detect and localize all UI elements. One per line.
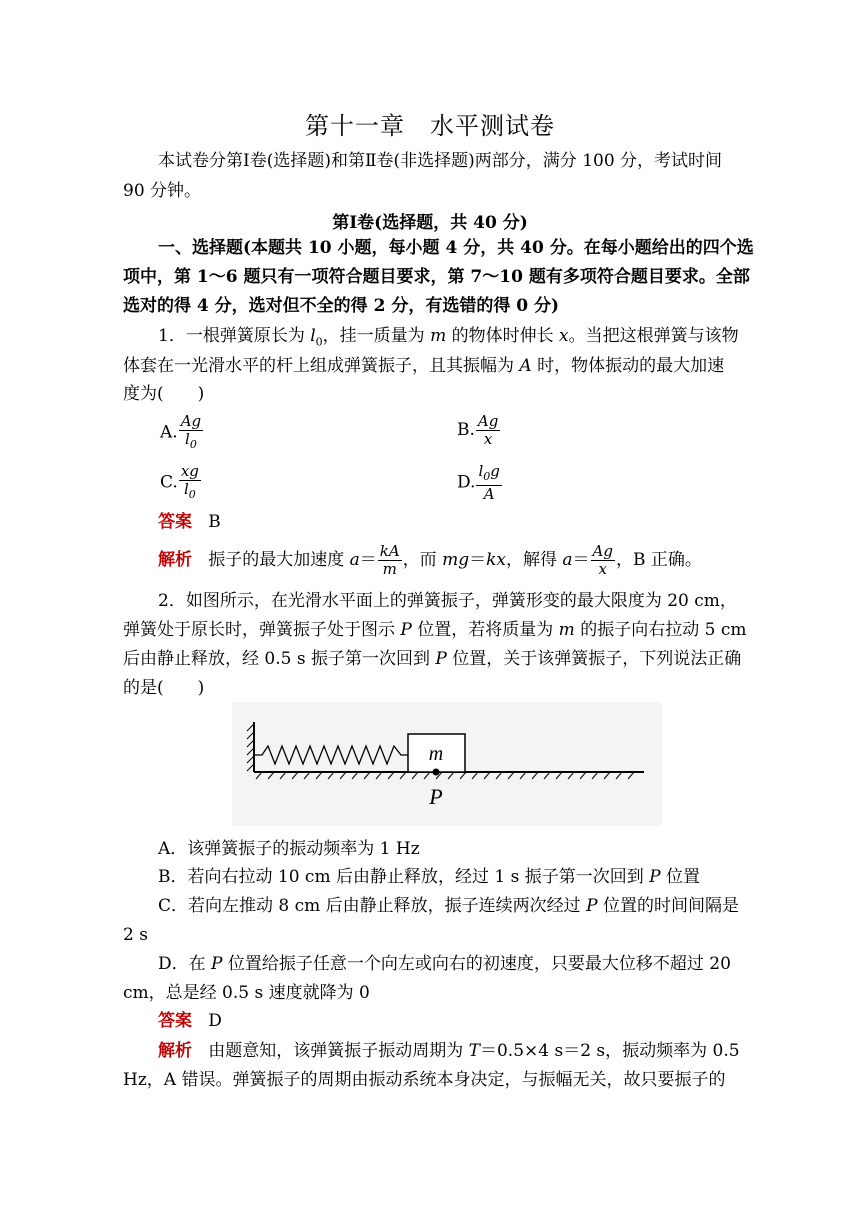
fraction: $\frac{Ag}{l_0}$	[180, 412, 202, 451]
q2-answer: 答案 D	[158, 1011, 222, 1031]
l0-denominator: $l_0$	[183, 480, 196, 501]
q2-analysis-line-2: Hz，A 错误。弹簧振子的周期由振动系统本身决定，与振幅无关，故只要振子的	[123, 1070, 726, 1090]
part1-line-3: 选对的得 4 分，选对但不全的得 2 分，有选错的得 0 分)	[123, 296, 560, 316]
spring-oscillator-figure	[232, 702, 662, 826]
q2-stem-line-4: 的是( )	[123, 678, 205, 698]
q2-option-b: B．若向右拉动 10 cm 后由静止释放，经过 1 s 振子第一次回到 P 位置	[158, 867, 700, 887]
q1-option-b: B. $\frac{Ag}{x}$	[457, 412, 499, 448]
q1-stem-line-2: 体套在一光滑水平的杆上组成弹簧振子，且其振幅为 A 时，物体振动的最大加速	[123, 356, 725, 376]
part1-line-1: 一、选择题(本题共 10 小题，每小题 4 分，共 40 分。在每小题给出的四个选	[158, 238, 754, 258]
fraction: $\frac{l_0g}{A}$	[478, 462, 500, 503]
q2-option-d-line-2: cm，总是经 0.5 s 速度就降为 0	[123, 983, 370, 1003]
q1-option-c: C. $\frac{xg}{l_0}$	[160, 462, 199, 501]
q2-stem-line-2: 弹簧处于原长时，弹簧振子处于图示 P 位置，若将质量为 m 的振子向右拉动 5 cm	[123, 620, 747, 640]
q1-stem-line-3: 度为( )	[123, 384, 205, 404]
fraction: $\frac{kA}{m}$	[379, 542, 400, 578]
part1-line-2: 项中，第 1～6 题只有一项符合题目要求，第 7～10 题有多项符合题目要求。全部	[123, 267, 750, 287]
q1-analysis: 解析 振子的最大加速度 a＝ $\frac{kA}{m}$ ，而 mg＝kx，解得 a＝ $\frac{Ag}{x}$ ，B 正确。	[158, 542, 702, 578]
q1-stem-line-1: 1．一根弹簧原长为 $l_0$，挂一质量为 m 的物体时伸长 x。当把这根弹簧与该物	[158, 326, 739, 349]
l0g-numerator: $l_0g$	[476, 463, 501, 486]
q2-option-c-line-2: 2 s	[123, 925, 148, 945]
equilibrium-point-dot	[433, 769, 440, 776]
l0-denominator: $l_0$	[185, 430, 197, 451]
q2-stem-line-1: 2．如图所示，在光滑水平面上的弹簧振子，弹簧形变的最大限度为 20 cm，	[158, 591, 737, 611]
q2-option-a: A．该弹簧振子的振动频率为 1 Hz	[158, 839, 420, 859]
fraction: $\frac{xg}{l_0}$	[180, 462, 199, 501]
q1-answer: 答案 B	[158, 512, 221, 532]
fraction: $\frac{Ag}{x}$	[592, 542, 613, 578]
intro-line-2: 90 分钟。	[123, 181, 202, 201]
q2-option-d: D．在 P 位置给振子任意一个向左或向右的初速度，只要最大位移不超过 20	[158, 954, 731, 974]
page-title: 第十一章 水平测试卷	[305, 112, 555, 140]
q1-option-d: D. $\frac{l_0g}{A}$	[457, 462, 500, 503]
q1-option-a: A. $\frac{Ag}{l_0}$	[160, 412, 202, 451]
point-p-label: P	[429, 784, 443, 809]
intro-line-1: 本试卷分第Ⅰ卷(选择题)和第Ⅱ卷(非选择题)两部分，满分 100 分，考试时间	[158, 151, 723, 171]
section-header: 第Ⅰ卷(选择题，共 40 分)	[332, 213, 528, 233]
q2-stem-line-3: 后由静止释放，经 0.5 s 振子第一次回到 P 位置，关于该弹簧振子，下列说法正确	[123, 649, 742, 669]
fraction: $\frac{Ag}{x}$	[477, 412, 499, 448]
mass-label: m	[428, 743, 444, 765]
q2-analysis: 解析 由题意知，该弹簧振子振动周期为 T＝0.5×4 s＝2 s，振动频率为 0.5	[158, 1041, 740, 1061]
q2-option-c: C．若向左推动 8 cm 后由静止释放，振子连续两次经过 P 位置的时间间隔是	[158, 896, 739, 916]
